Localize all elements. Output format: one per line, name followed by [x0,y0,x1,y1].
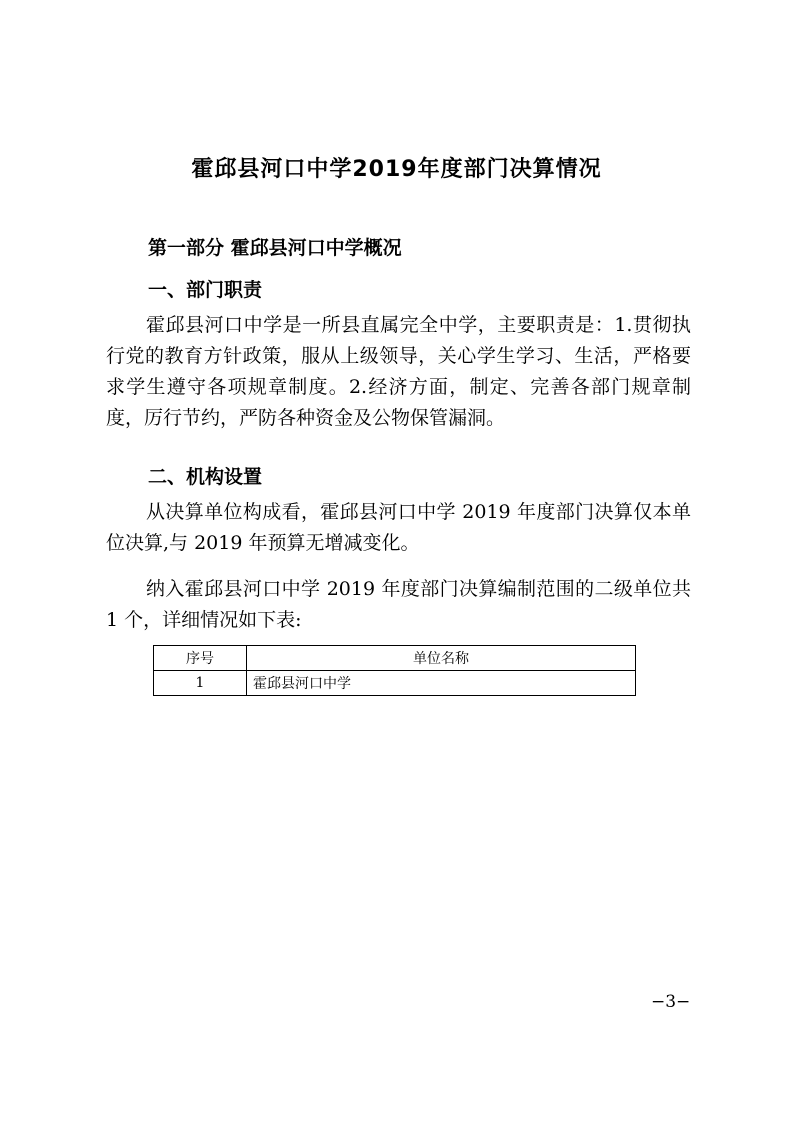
table-header-row [154,646,636,671]
column-header-index: 序号 [154,646,247,671]
part-heading: 第一部分 霍邱县河口中学概况 [148,237,402,259]
column-header-unit-name: 单位名称 [247,646,636,671]
page-number: −3− [651,992,691,1012]
duties-paragraph: 霍邱县河口中学是一所县直属完全中学，主要职责是：1.贯彻执行党的教育方针政策，服从上级领导，关心学生学习、生活，严格要求学生遵守各项规章制度。2.经济方面，制定、完善各部门规章制度，厉行节约，严防各种资金及公物保管漏洞。 [106,314,691,429]
structure-paragraph-2: 纳入霍邱县河口中学 2019 年度部门决算编制范围的二级单位共 1 个，详细情况如下表: [106,578,691,631]
document-title: 霍邱县河口中学2019年度部门决算情况 [191,157,602,182]
section-heading-duties: 一、部门职责 [148,279,263,301]
structure-paragraph-1: 从决算单位构成看，霍邱县河口中学 2019 年度部门决算仅本单位决算,与 2019 年预算无增减变化。 [106,501,691,554]
section-heading-structure: 二、机构设置 [148,466,263,488]
cell-unit-name: 霍邱县河口中学 [247,671,636,696]
cell-index: 1 [154,671,247,696]
units-table [153,645,636,696]
table-row [154,671,636,696]
